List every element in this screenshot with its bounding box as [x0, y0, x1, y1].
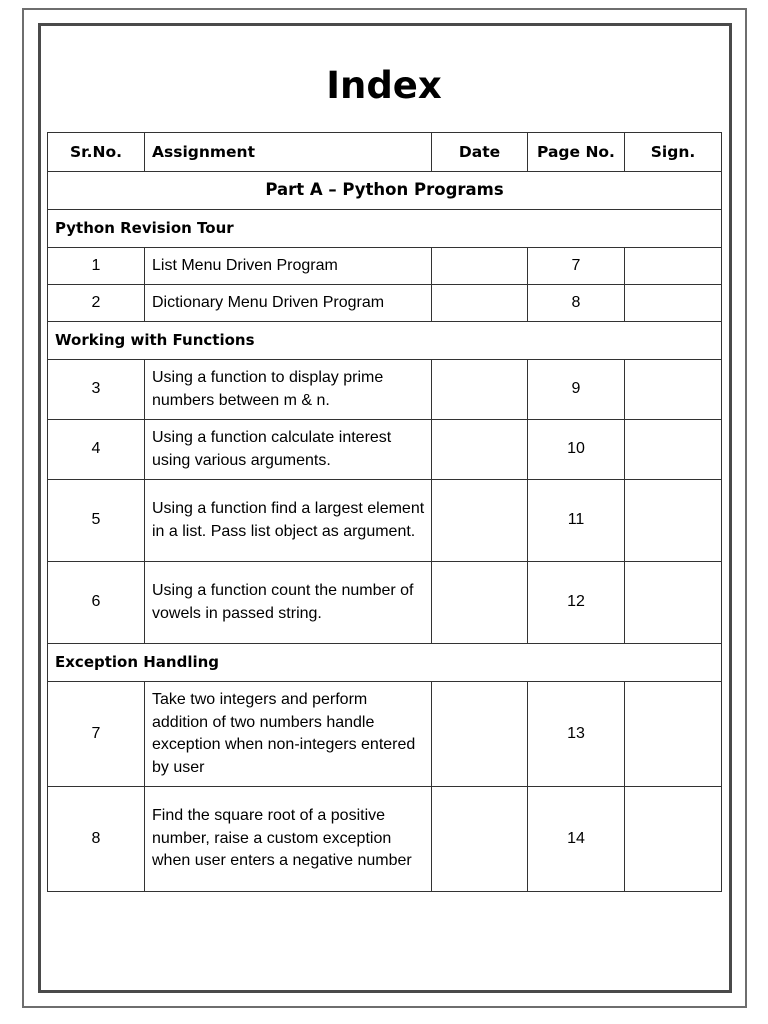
row-sr-no: 5	[48, 480, 145, 562]
row-sign	[625, 562, 722, 644]
header-assignment: Assignment	[145, 133, 432, 172]
table-header-row	[48, 133, 722, 172]
row-sr-no: 6	[48, 562, 145, 644]
row-page-no: 12	[528, 562, 625, 644]
row-sign	[625, 420, 722, 480]
row-page-no: 11	[528, 480, 625, 562]
row-sr-no: 4	[48, 420, 145, 480]
row-sign	[625, 360, 722, 420]
table-row	[48, 787, 722, 892]
header-sign: Sign.	[625, 133, 722, 172]
row-date	[432, 420, 528, 480]
part-heading-row	[48, 172, 722, 210]
row-page-no: 8	[528, 285, 625, 322]
row-date	[432, 248, 528, 285]
row-sign	[625, 248, 722, 285]
row-page-no: 10	[528, 420, 625, 480]
row-assignment: Using a function to display prime numbers between m & n.	[145, 360, 432, 420]
row-assignment: Dictionary Menu Driven Program	[145, 285, 432, 322]
table-row	[48, 480, 722, 562]
row-assignment: Find the square root of a positive number, raise a custom exception when user enters a negative number	[145, 787, 432, 892]
row-assignment: Using a function find a largest element in a list. Pass list object as argument.	[145, 480, 432, 562]
index-table	[47, 132, 722, 892]
row-assignment: Using a function count the number of vowels in passed string.	[145, 562, 432, 644]
section-heading-row	[48, 644, 722, 682]
page-title: Index	[326, 64, 442, 107]
row-sr-no: 7	[48, 682, 145, 787]
table-row	[48, 420, 722, 480]
header-sr-no: Sr.No.	[48, 133, 145, 172]
row-sign	[625, 285, 722, 322]
row-page-no: 14	[528, 787, 625, 892]
row-assignment: List Menu Driven Program	[145, 248, 432, 285]
section-heading: Exception Handling	[48, 644, 722, 682]
row-sign	[625, 480, 722, 562]
row-date	[432, 787, 528, 892]
header-page-no: Page No.	[528, 133, 625, 172]
table-row	[48, 682, 722, 787]
table-row	[48, 285, 722, 322]
row-page-no: 7	[528, 248, 625, 285]
row-date	[432, 285, 528, 322]
row-page-no: 13	[528, 682, 625, 787]
table-row	[48, 562, 722, 644]
row-date	[432, 360, 528, 420]
part-heading: Part A – Python Programs	[48, 172, 722, 210]
row-sr-no: 1	[48, 248, 145, 285]
section-heading-row	[48, 210, 722, 248]
row-sr-no: 3	[48, 360, 145, 420]
row-sr-no: 8	[48, 787, 145, 892]
row-sr-no: 2	[48, 285, 145, 322]
row-page-no: 9	[528, 360, 625, 420]
header-date: Date	[432, 133, 528, 172]
row-assignment: Take two integers and perform addition of two numbers handle exception when non-integers entered by user	[145, 682, 432, 787]
row-date	[432, 682, 528, 787]
row-date	[432, 480, 528, 562]
row-sign	[625, 787, 722, 892]
section-heading: Working with Functions	[48, 322, 722, 360]
row-date	[432, 562, 528, 644]
table-row	[48, 248, 722, 285]
table-row	[48, 360, 722, 420]
section-heading: Python Revision Tour	[48, 210, 722, 248]
section-heading-row	[48, 322, 722, 360]
row-assignment: Using a function calculate interest using various arguments.	[145, 420, 432, 480]
row-sign	[625, 682, 722, 787]
